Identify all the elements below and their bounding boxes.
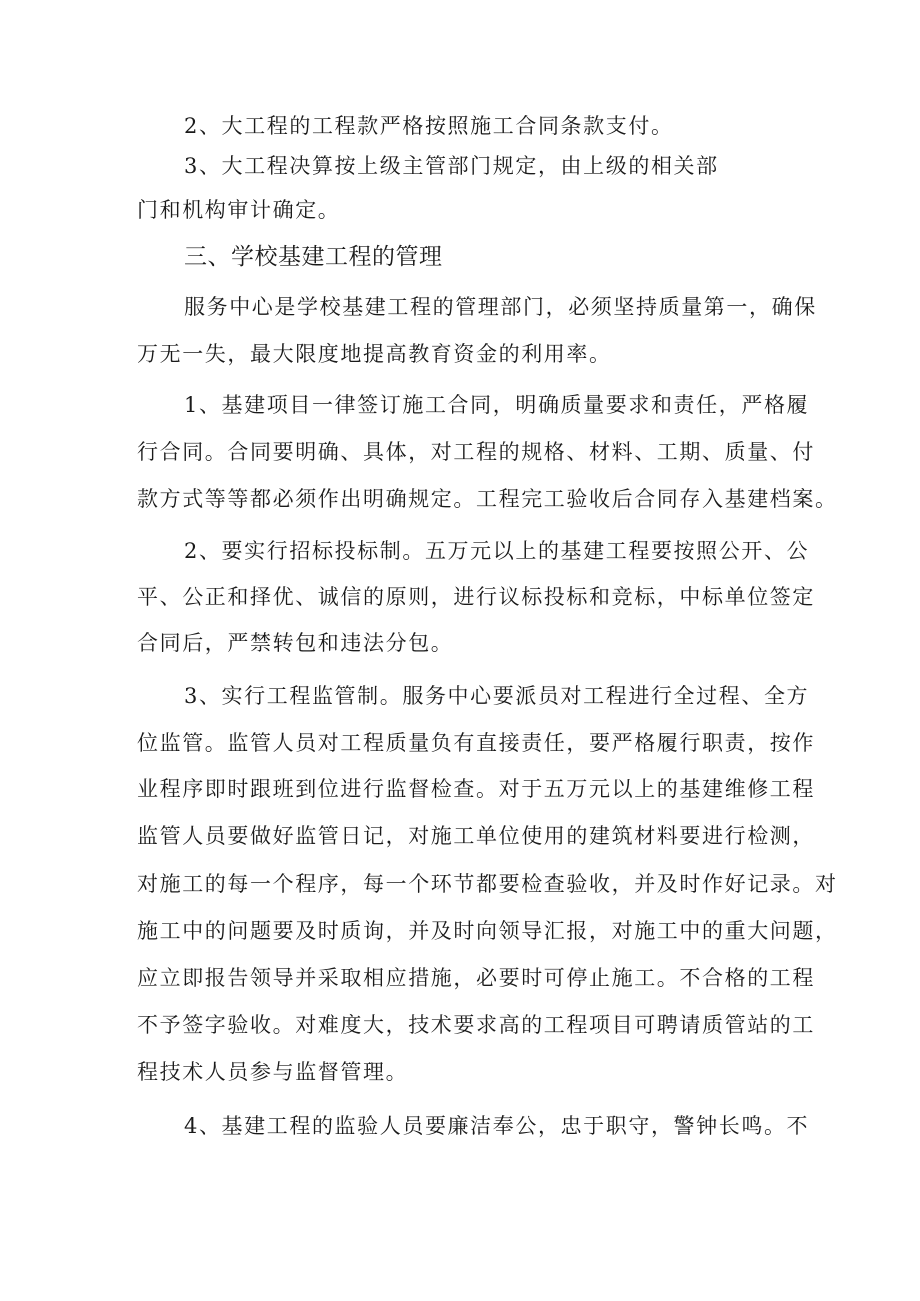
text-line: 2、大工程的工程款严格按照施工合同条款支付。 xyxy=(184,114,674,138)
text-line: 不予签字验收。对难度大，技术要求高的工程项目可聘请质管站的工 xyxy=(137,1013,815,1037)
text-line: 服务中心是学校基建工程的管理部门，必须坚持质量第一，确保 xyxy=(184,295,817,319)
text-line: 1、基建项目一律签订施工合同，明确质量要求和责任，严格履 xyxy=(184,393,810,417)
text-line: 款方式等等都必须作出明确规定。工程完工验收后合同存入基建档案。 xyxy=(137,487,838,511)
text-line: 业程序即时跟班到位进行监督检查。对于五万元以上的基建维修工程 xyxy=(137,777,815,801)
text-line: 万无一失，最大限度地提高教育资金的利用率。 xyxy=(137,342,612,366)
text-line: 位监管。监管人员对工程质量负有直接责任，要严格履行职责，按作 xyxy=(137,731,815,755)
text-line: 应立即报告领导并采取相应措施，必要时可停止施工。不合格的工程 xyxy=(137,966,815,990)
text-line: 门和机构审计确定。 xyxy=(137,198,341,222)
text-line: 对施工的每一个程序，每一个环节都要检查验收，并及时作好记录。对 xyxy=(137,872,838,896)
text-line: 监管人员要做好监管日记，对施工单位使用的建筑材料要进行检测， xyxy=(137,824,815,848)
text-line: 程技术人员参与监督管理。 xyxy=(137,1060,409,1084)
text-line: 平、公正和择优、诚信的原则，进行议标投标和竞标，中标单位签定 xyxy=(137,585,815,609)
text-line: 合同后，严禁转包和违法分包。 xyxy=(137,631,454,655)
text-line: 行合同。合同要明确、具体，对工程的规格、材料、工期、质量、付 xyxy=(137,440,815,464)
text-line: 2、要实行招标投标制。五万元以上的基建工程要按照公开、公 xyxy=(184,539,810,563)
text-line: 施工中的问题要及时质询，并及时向领导汇报，对施工中的重大问题， xyxy=(137,919,838,943)
text-line: 3、实行工程监管制。服务中心要派员对工程进行全过程、全方 xyxy=(184,684,810,708)
text-line: 4、基建工程的监验人员要廉洁奉公，忠于职守，警钟长鸣。不 xyxy=(184,1114,810,1138)
text-line: 3、大工程决算按上级主管部门规定，由上级的相关部 xyxy=(184,154,719,178)
section-heading: 三、学校基建工程的管理 xyxy=(184,244,443,270)
